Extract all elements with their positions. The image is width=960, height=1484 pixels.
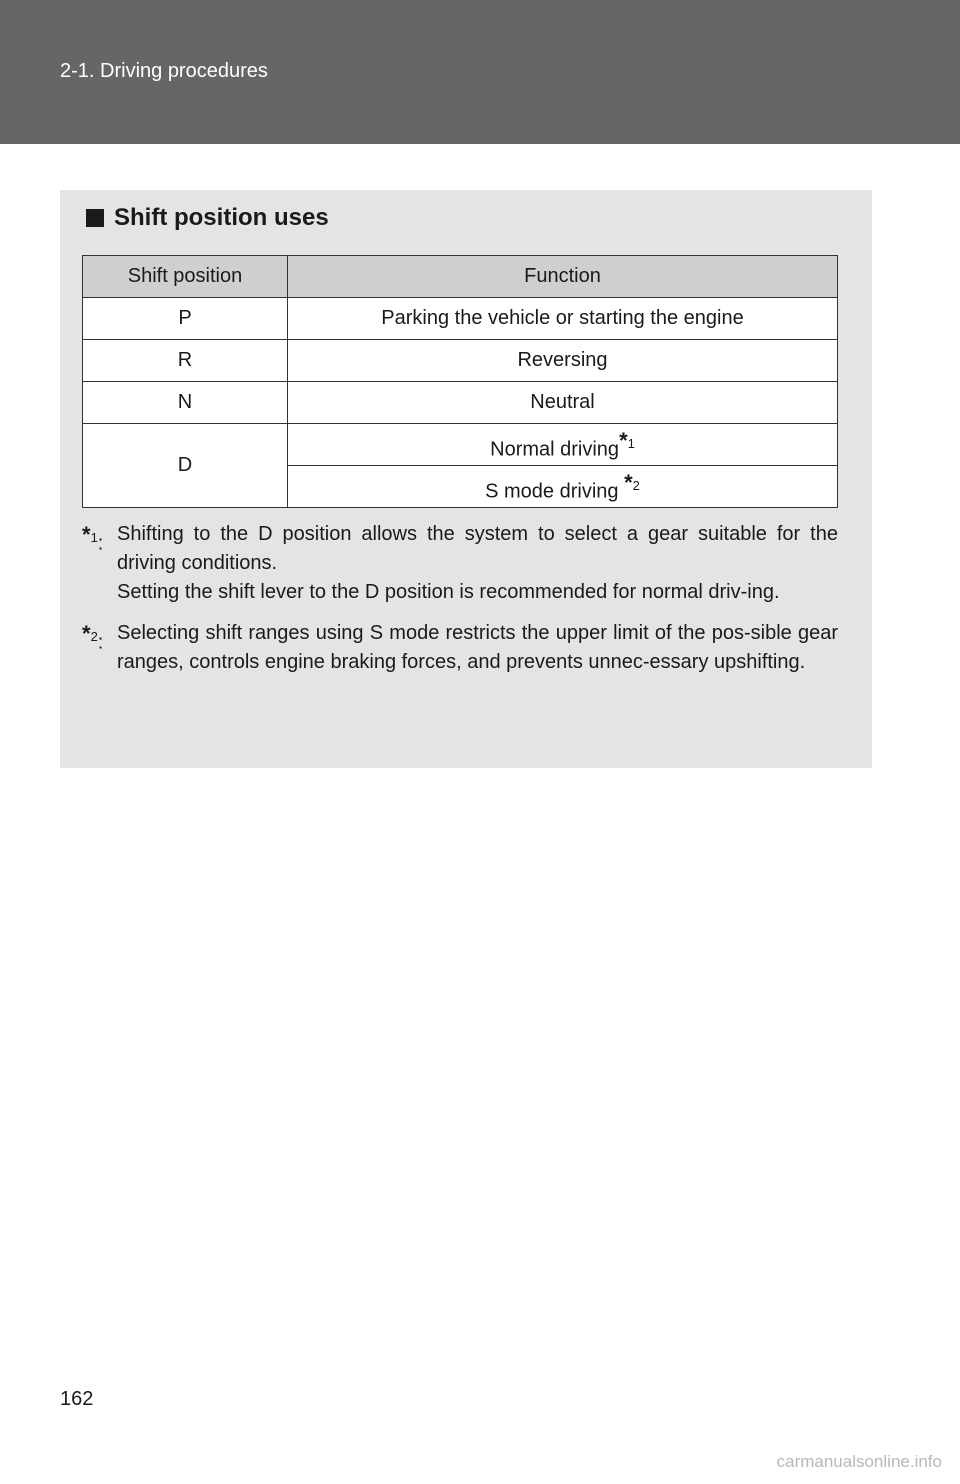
footnote-line: Setting the shift lever to the D position is recommended for normal driv-ing. — [117, 581, 780, 603]
table-header-row — [83, 256, 838, 298]
table-row — [83, 382, 838, 424]
section-title: 2-1. Driving procedures — [60, 60, 268, 82]
function-cell: Neutral — [288, 382, 838, 424]
footnote — [82, 520, 838, 607]
function-cell — [288, 424, 838, 466]
asterisk-icon: * — [624, 469, 633, 495]
table-row — [83, 298, 838, 340]
footnote-line: Selecting shift ranges using S mode restricts the upper limit of the pos-sible gear ranges, controls engine braking forces, and prevents unnec-essary upshifting. — [117, 622, 838, 673]
footnotes — [82, 520, 838, 689]
shift-position-table — [82, 255, 838, 508]
function-text: Normal driving — [490, 438, 620, 461]
column-header-shift-position: Shift position — [83, 256, 288, 298]
footnote — [82, 619, 838, 677]
shift-position-cell: N — [83, 382, 288, 424]
footnote-line: Shifting to the D position allows the system to select a gear suitable for the driving conditions. — [117, 523, 838, 574]
asterisk-icon: * — [82, 621, 91, 646]
table-row — [83, 340, 838, 382]
footnote-ref: *2 — [624, 469, 640, 495]
square-bullet-icon — [86, 209, 104, 227]
footnote-marker: $^{*2}$: — [82, 621, 104, 654]
shift-position-cell: P — [83, 298, 288, 340]
footnote-marker: $^{*1}$: — [82, 522, 104, 555]
watermark: carmanualsonline.info — [776, 1452, 942, 1471]
panel-title-text: Shift position uses — [114, 204, 329, 231]
function-cell: Reversing — [288, 340, 838, 382]
column-header-function: Function — [288, 256, 838, 298]
asterisk-icon: * — [619, 427, 628, 453]
panel-title — [86, 204, 329, 232]
info-panel — [60, 190, 872, 768]
footnote-ref: *1 — [619, 427, 635, 453]
function-cell — [288, 466, 838, 508]
page-number: 162 — [60, 1388, 94, 1410]
table-row — [83, 424, 838, 466]
page-header — [0, 0, 960, 144]
function-text: S mode driving — [485, 480, 625, 503]
shift-position-cell: R — [83, 340, 288, 382]
function-cell: Parking the vehicle or starting the engine — [288, 298, 838, 340]
shift-position-cell: D — [83, 424, 288, 508]
asterisk-icon: * — [82, 522, 91, 547]
